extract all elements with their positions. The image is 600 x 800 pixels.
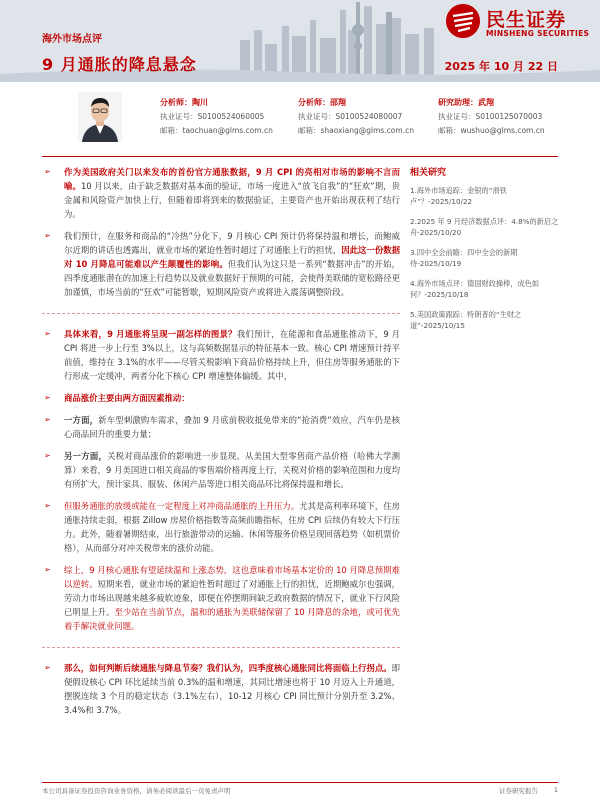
analyst-cert: 执业证号：S0100524080007 bbox=[298, 112, 403, 121]
highlight-text: 商品涨价主要由两方面因素推动： bbox=[64, 393, 190, 403]
analyst-card bbox=[160, 96, 273, 138]
paragraph-text: 即便假设核心 CPI 环比延续当前 0.3%的温和增速，其同比增速也将于 10 月迈入上升通道，摆脱连续 3 个月的稳定状态（3.1%左右），10-12 月核心 CPI 同比预计分别升至 3.2%、3.4%和 3.7%。 bbox=[64, 663, 400, 715]
bullet-arrow-icon: ➢ bbox=[44, 167, 51, 176]
analyst-name: 武翔 bbox=[478, 98, 494, 107]
bullet-arrow-icon: ➢ bbox=[44, 501, 51, 510]
logo-english-name: MINSHENG SECURITIES bbox=[486, 29, 590, 38]
related-report-link[interactable]: 3.四中全会前瞻：四中全会的新期待-2025/10/19 bbox=[410, 248, 518, 268]
report-date: 2025 年 10 月 22 日 bbox=[444, 60, 558, 73]
highlight-text: 具体来看，9 月通胀将呈现一副怎样的图景？ bbox=[64, 329, 237, 339]
bullet-arrow-icon: ➢ bbox=[44, 565, 51, 574]
analyst-role: 分析师： bbox=[298, 98, 330, 107]
analyst-card bbox=[438, 96, 545, 138]
analyst-name: 陶川 bbox=[192, 98, 208, 107]
bullet-arrow-icon: ➢ bbox=[44, 451, 51, 460]
section-divider bbox=[42, 647, 400, 649]
report-body bbox=[42, 165, 400, 725]
header-divider bbox=[42, 156, 558, 157]
related-report-link[interactable]: 1.海外市场追踪：金银的“滑铁卢”？-2025/10/22 bbox=[410, 186, 507, 206]
paragraph bbox=[42, 165, 400, 221]
analyst-role: 分析师： bbox=[160, 98, 192, 107]
paragraph bbox=[42, 449, 400, 491]
highlight-text: 但服务通胀的放缓或能在一定程度上对冲商品通胀的上升压力。 bbox=[64, 501, 300, 511]
header-banner bbox=[0, 0, 600, 82]
paragraph bbox=[42, 499, 400, 555]
paragraph bbox=[42, 229, 400, 299]
logo-name: 民生证券 bbox=[486, 9, 567, 31]
bullet-arrow-icon: ➢ bbox=[44, 393, 51, 402]
footer-label: 证券研究报告 bbox=[499, 787, 538, 795]
paragraph-text: 尤其是高利率环境下，住房通胀持续走弱，根据 Zillow 房屋价格指数等高频前瞻指标，住房 CPI 后续仍有较大下行压力。此外，随着暑期结束，出行旅游带动的运输、休闲等服务价格呈现回落趋势（如机票价格），从而部分对冲关税带来的涨价动能。 bbox=[64, 501, 401, 553]
paragraph-text: 短期来看，就业市场的紧迫性暂时超过了对通胀上行的担忧，近期鲍威尔也强调，劳动力市场出现越来越多疲软迹象，即便在停摆期间缺乏政府数据的情况下，就业下行风险已明显上升。 bbox=[64, 579, 401, 617]
highlight-text: 综上，9 月核心通胀有望延续温和上涨态势，这也意味着市场基本定价的 10 月降息预期难以逆转。 bbox=[64, 565, 400, 589]
bullet-arrow-icon: ➢ bbox=[44, 231, 51, 240]
footer-divider bbox=[42, 782, 558, 783]
paragraph-text: 新车型刺激购车需求，叠加 9 月底前税收抵免带来的“抢消费”效应，汽车仍是核心商品回升的重要力量； bbox=[64, 415, 401, 439]
paragraph-text: 关税对商品涨价的影响进一步显现。从美国大型零售商产品价格（哈佛大学测算）来看，9 月美国进口相关商品的零售端价格再度上行，关税对价格的影响范围和力度均有所扩大，预计家具、服装、休闲产品等进口相关商品环比将保持温和增长。 bbox=[64, 451, 400, 489]
paragraph bbox=[42, 391, 400, 405]
analyst-cert: 执业证号：S0100125070003 bbox=[438, 112, 543, 121]
company-logo bbox=[446, 4, 590, 40]
paragraph bbox=[42, 327, 400, 383]
analyst-email[interactable]: 邮箱：taochuan@glms.com.cn bbox=[160, 126, 273, 135]
analyst-email[interactable]: 邮箱：shaoxiang@glms.com.cn bbox=[298, 126, 414, 135]
report-title: 9 月通胀的降息悬念 bbox=[42, 55, 197, 74]
highlight-text: 作为美国政府关门以来发布的首份官方通胀数据，9 月 CPI 的亮相对市场的影响不言而喻。 bbox=[64, 167, 400, 191]
paragraph-text: 但我们认为这只是一系列“数据冲击”的开始，四季度通胀潜在的加速上行趋势以及就业数据好于预期的可能，会使得美联储的宽松路径更加谨慎，市场当前的“狂欢”可能暂歇，短期风险资产或将进入震荡调整阶段。 bbox=[64, 259, 400, 297]
logo-emblem-icon bbox=[446, 4, 480, 38]
analyst-cert: 执业证号：S0100524060005 bbox=[160, 112, 265, 121]
analyst-card bbox=[298, 96, 414, 138]
analyst-photo bbox=[78, 92, 122, 142]
related-research-sidebar bbox=[410, 168, 560, 340]
footer-disclaimer: 本公司具备证券投资咨询业务资格，请务必阅读最后一页免责声明 bbox=[42, 787, 231, 795]
analyst-name: 邵翔 bbox=[330, 98, 346, 107]
analyst-email[interactable]: 邮箱：wushuo@glms.com.cn bbox=[438, 126, 545, 135]
highlight-text: 那么，如何判断后续通胀与降息节奏？我们认为，四季度核心通胀同比将面临上行拐点。 bbox=[64, 663, 392, 673]
paragraph-text: 我们预计，在能源和食品通胀推动下，9 月 CPI 将进一步上行至 3%以上，这与高频数据显示的特征基本一致。核心 CPI 增速预计持平前值，维持在 3.1%的水平——尽管关税影响下商品价格持续上升，但住房等服务通胀的下行形成一定缓冲，两者分化下核心 CPI 增速整体偏缓。其中， bbox=[64, 329, 400, 381]
bullet-arrow-icon: ➢ bbox=[44, 663, 51, 672]
report-category: 海外市场点评 bbox=[42, 34, 102, 45]
paragraph-text: 我们预计，在服务和商品的“冷热”分化下，9 月核心 CPI 预计仍将保持温和增长，而鲍威尔近期的讲话也透露出，就业市场的紧迫性暂时超过了对通胀上行的担忧， bbox=[64, 231, 400, 255]
paragraph-text: 10 月以来，由于缺乏数据对基本面的验证，市场一度进入“放飞自我”的“狂欢”期，贵金属和风险资产加快上行，但随着即将到来的数据验证，主要资产也开始出现获利了结行为。 bbox=[64, 181, 401, 219]
section-divider bbox=[42, 313, 400, 315]
bullet-arrow-icon: ➢ bbox=[44, 415, 51, 424]
analyst-role: 研究助理： bbox=[438, 98, 478, 107]
related-report-link[interactable]: 4.海外市场点评：德国财政操棒，成色如何？-2025/10/18 bbox=[410, 279, 540, 299]
highlight-text: 至少站在当前节点，温和的通胀为美联储保留了 10 月降息的余地，或可优先着手解决就业问题。 bbox=[64, 607, 401, 631]
related-report-link[interactable]: 2.2025 年 9 月经济数据点评：4.8%的新启之舟-2025/10/20 bbox=[410, 217, 559, 237]
paragraph bbox=[42, 563, 400, 633]
bold-text: 另一方面， bbox=[64, 451, 108, 461]
paragraph bbox=[42, 661, 400, 717]
bullet-arrow-icon: ➢ bbox=[44, 329, 51, 338]
bold-text: 一方面， bbox=[64, 415, 99, 425]
page-number: 1 bbox=[553, 786, 558, 794]
related-report-link[interactable]: 5.美国政策跟踪：特朗普的“生财之道”-2025/10/15 bbox=[410, 310, 522, 330]
sidebar-heading: 相关研究 bbox=[410, 168, 447, 178]
highlight-text: 因此这一份数据对 10 月降息可能难以产生颠覆性的影响。 bbox=[64, 245, 400, 269]
paragraph bbox=[42, 413, 400, 441]
